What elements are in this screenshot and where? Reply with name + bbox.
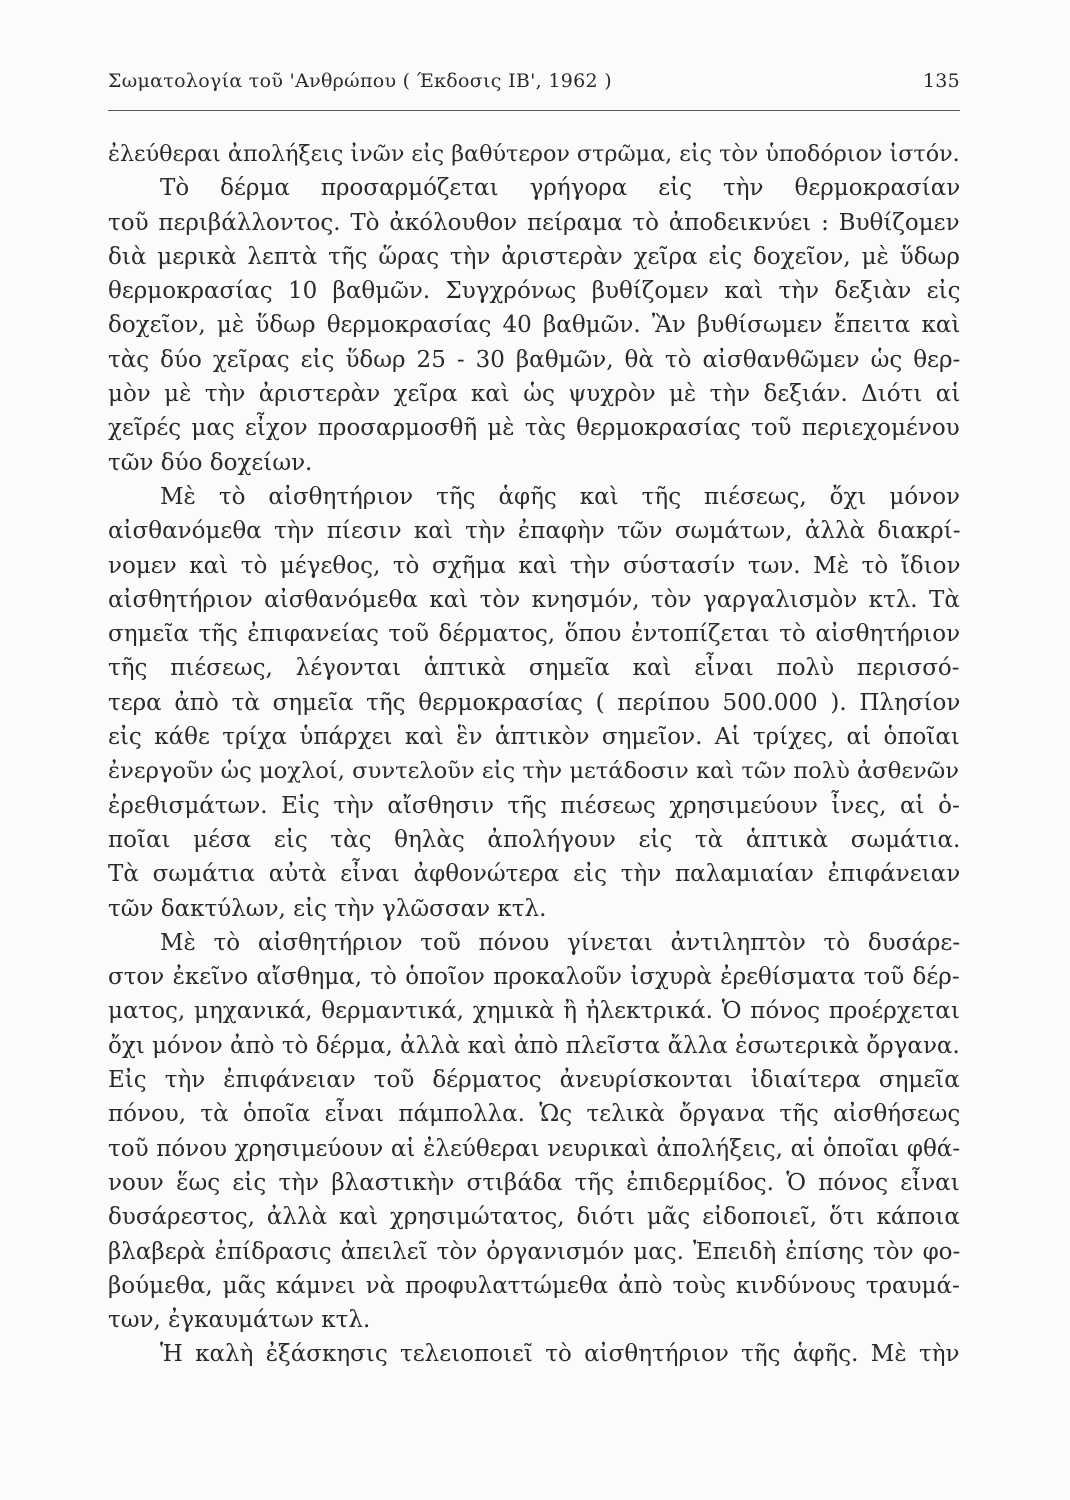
text-line: Τὰ σωμάτια αὐτὰ εἶναι ἀφθονώτερα εἰς τὴν παλαμιαίαν ἐπιφάνειαν: [108, 861, 961, 888]
text-line: Εἰς τὴν ἐπιφάνειαν τοῦ δέρματος ἀνευρίσκονται ἰδιαίτερα σημεῖα: [108, 1067, 960, 1094]
text-line: ἐλεύθεραι ἀπολήξεις ἰνῶν εἰς βαθύτερον στρῶμα, εἰς τὸν ὑποδόριον ἱστόν.: [108, 141, 960, 167]
text-line: τῶν δύο δοχείων.: [108, 449, 313, 476]
text-line: τοῦ περιβάλλοντος. Τὸ ἀκόλουθον πείραμα τὸ ἀποδεικνύει : Βυθίζομεν: [108, 209, 960, 236]
text-line: χεῖρές μας εἶχον προσαρμοσθῆ μὲ τὰς θερμοκρασίας τοῦ περιεχομένου: [108, 415, 960, 442]
text-line: βλαβερὰ ἐπίδρασις ἀπειλεῖ τὸν ὀργανισμόν μας. Ἐπειδὴ ἐπίσης τὸν φο-: [108, 1238, 961, 1265]
text-line: θερμοκρασίας 10 βαθμῶν. Συγχρόνως βυθίζομεν καὶ τὴν δεξιὰν εἰς: [108, 278, 961, 305]
text-line: τῆς πιέσεως, λέγονται ἁπτικὰ σημεῖα καὶ εἶναι πολὺ περισσό-: [108, 655, 960, 682]
text-line: τερα ἀπὸ τὰ σημεῖα τῆς θερμοκρασίας ( περίπου 500.000 ). Πλησίον: [108, 689, 961, 716]
text-line: ματος, μηχανικά, θερμαντικά, χημικὰ ἢ ἠλεκτρικά. Ὁ πόνος προέρχεται: [108, 998, 960, 1025]
text-line: σημεῖα τῆς ἐπιφανείας τοῦ δέρματος, ὅπου ἐντοπίζεται τὸ αἰσθητήριον: [108, 621, 961, 648]
text-line: ἐρεθισμάτων. Εἰς τὴν αἴσθησιν τῆς πιέσεως χρησιμεύουν ἶνες, αἱ ὁ-: [108, 792, 960, 819]
text-line: δυσάρεστος, ἀλλὰ καὶ χρησιμώτατος, διότι μᾶς εἰδοποιεῖ, ὅτι κάποια: [108, 1204, 960, 1231]
text-line: Ἡ καλὴ ἐξάσκησις τελειοποιεῖ τὸ αἰσθητήριον τῆς ἁφῆς. Μὲ τὴν: [160, 1341, 960, 1368]
text-line: Τὸ δέρμα προσαρμόζεται γρήγορα εἰς τὴν θερμοκρασίαν: [160, 175, 961, 202]
text-line: αἰσθητήριον αἰσθανόμεθα καὶ τὸν κνησμόν, τὸν γαργαλισμὸν κτλ. Τὰ: [108, 586, 960, 613]
text-line: τῶν δακτύλων, εἰς τὴν γλῶσσαν κτλ.: [108, 895, 547, 922]
text-line: στον ἐκεῖνο αἴσθημα, τὸ ὁποῖον προκαλοῦν ἰσχυρὰ ἐρεθίσματα τοῦ δέρ-: [108, 964, 960, 991]
page-number: 135: [922, 70, 960, 92]
text-line: των, ἐγκαυμάτων κτλ.: [108, 1307, 371, 1334]
text-line: ἐνεργοῦν ὡς μοχλοί, συντελοῦν εἰς τὴν μετάδοσιν καὶ τῶν πολὺ ἀσθενῶν: [108, 758, 959, 785]
text-line: βούμεθα, μᾶς κάμνει νὰ προφυλαττώμεθα ἀπὸ τοὺς κινδύνους τραυμά-: [108, 1272, 960, 1299]
running-title: Σωματολογία τοῦ 'Ανθρώπου ( Έκδοσις ΙΒ', 1962 ): [108, 70, 612, 92]
text-line: νουν ἕως εἰς τὴν βλαστικὴν στιβάδα τῆς ἐπιδερμίδος. Ὁ πόνος εἶναι: [108, 1169, 960, 1196]
text-line: νομεν καὶ τὸ μέγεθος, τὸ σχῆμα καὶ τὴν σύστασίν των. Μὲ τὸ ἴδιον: [108, 552, 961, 579]
text-line: ὄχι μόνον ἀπὸ τὸ δέρμα, ἀλλὰ καὶ ἀπὸ πλεῖστα ἄλλα ἐσωτερικὰ ὄργανα.: [108, 1032, 960, 1059]
text-line: διὰ μερικὰ λεπτὰ τῆς ὥρας τὴν ἀριστερὰν χεῖρα εἰς δοχεῖον, μὲ ὕδωρ: [108, 243, 960, 270]
text-line: τὰς δύο χεῖρας εἰς ὕδωρ 25 - 30 βαθμῶν, θὰ τὸ αἰσθανθῶμεν ὡς θερ-: [108, 346, 961, 373]
text-line: Μὲ τὸ αἰσθητήριον τοῦ πόνου γίνεται ἀντιληπτὸν τὸ δυσάρε-: [160, 929, 961, 956]
text-line: ποῖαι μέσα εἰς τὰς θηλὰς ἀπολήγουν εἰς τὰ ἁπτικὰ σωμάτια.: [108, 826, 961, 853]
text-line: πόνου, τὰ ὁποῖα εἶναι πάμπολλα. Ὡς τελικὰ ὄργανα τῆς αἰσθήσεως: [108, 1101, 961, 1128]
header-rule: [108, 110, 960, 111]
text-line: εἰς κάθε τρίχα ὑπάρχει καὶ ἓν ἁπτικὸν σημεῖον. Αἱ τρίχες, αἱ ὁποῖαι: [108, 724, 960, 751]
text-line: Μὲ τὸ αἰσθητήριον τῆς ἁφῆς καὶ τῆς πιέσεως, ὄχι μόνον: [160, 483, 961, 510]
body-text: [108, 137, 960, 1372]
text-line: μὸν μὲ τὴν ἀριστερὰν χεῖρα καὶ ὡς ψυχρὸν μὲ τὴν δεξιάν. Διότι αἱ: [108, 381, 961, 408]
text-line: δοχεῖον, μὲ ὕδωρ θερμοκρασίας 40 βαθμῶν. Ἂν βυθίσωμεν ἔπειτα καὶ: [108, 312, 961, 339]
page-header: [108, 70, 960, 92]
text-line: αἰσθανόμεθα τὴν πίεσιν καὶ τὴν ἐπαφὴν τῶν σωμάτων, ἀλλὰ διακρί-: [108, 518, 961, 545]
text-line: τοῦ πόνου χρησιμεύουν αἱ ἐλεύθεραι νευρικαὶ ἀπολήξεις, αἱ ὁποῖαι φθά-: [108, 1135, 961, 1162]
